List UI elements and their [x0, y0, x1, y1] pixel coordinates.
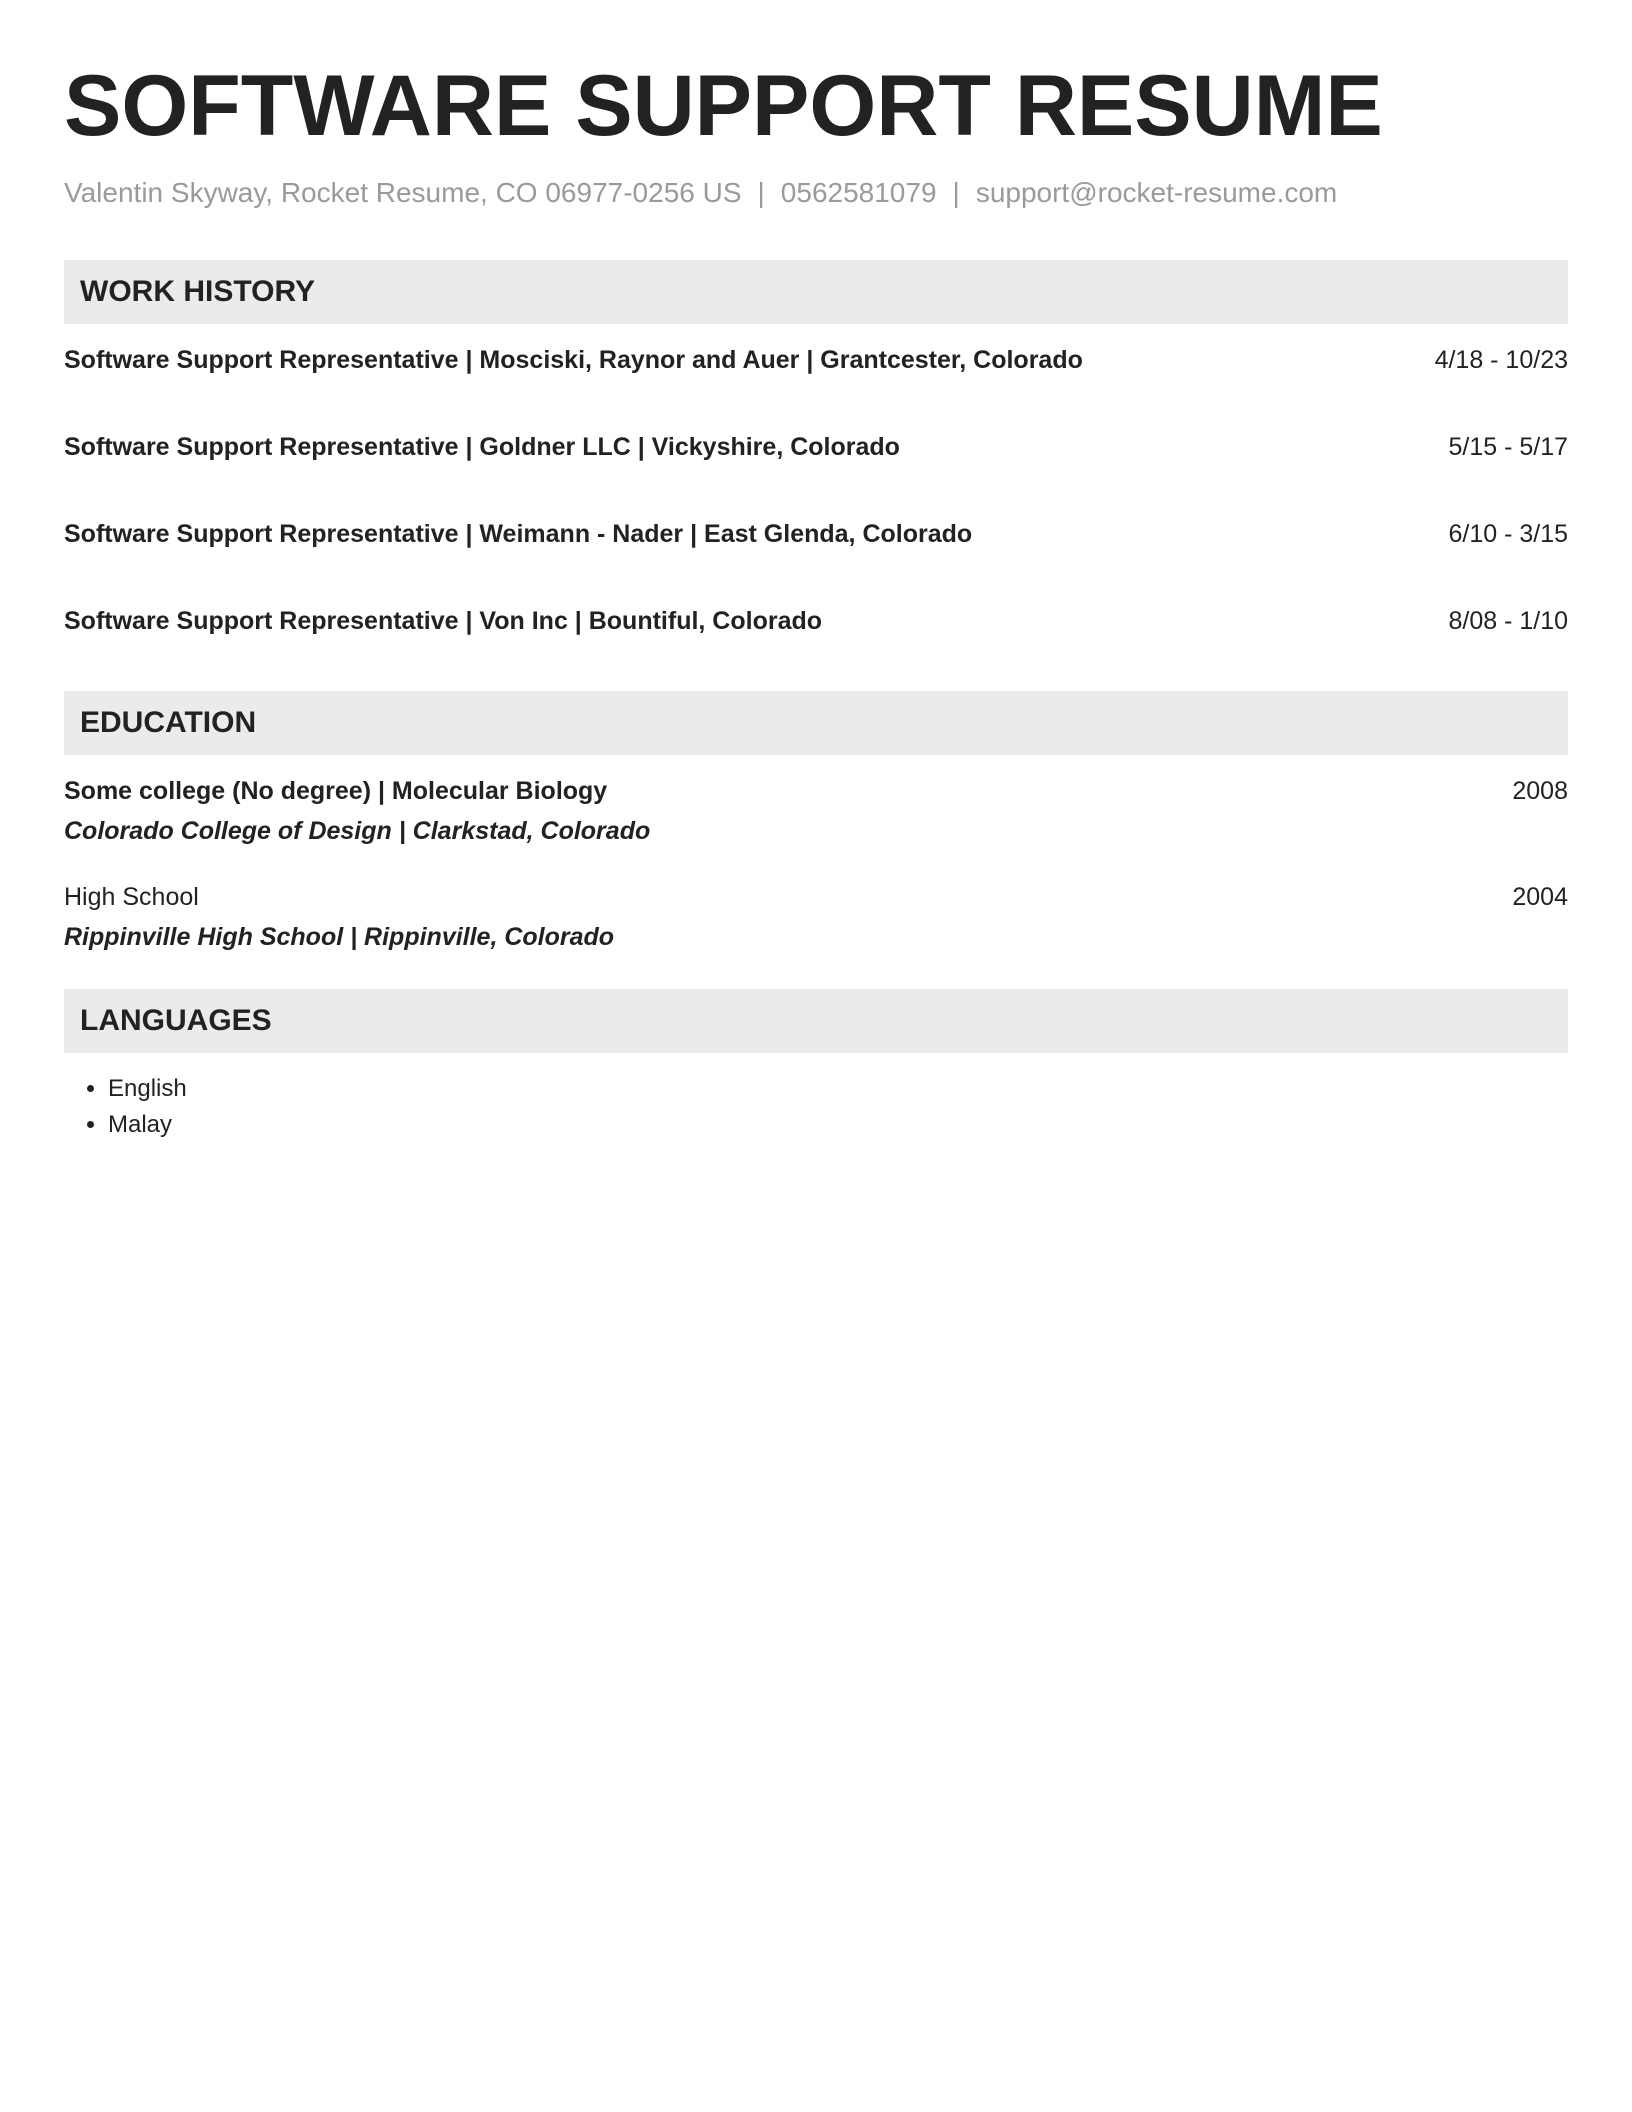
languages-heading: LANGUAGES	[64, 989, 1568, 1053]
job-dates: 4/18 - 10/23	[1434, 346, 1568, 374]
degree: High School	[64, 883, 199, 911]
page-title: SOFTWARE SUPPORT RESUME	[64, 58, 1383, 154]
education-year: 2008	[1512, 777, 1568, 805]
work-entry	[64, 603, 1568, 639]
work-entry	[64, 342, 1568, 378]
address: Valentin Skyway, Rocket Resume, CO 06977-0256 US	[64, 177, 742, 208]
job-title: Software Support Representative | Goldner LLC | Vickyshire, Colorado	[64, 433, 900, 461]
job-dates: 6/10 - 3/15	[1448, 520, 1568, 548]
work-entry	[64, 429, 1568, 465]
phone: 0562581079	[780, 177, 937, 208]
education-row	[64, 879, 1568, 915]
degree: Some college (No degree) | Molecular Biology	[64, 777, 608, 805]
job-dates: 8/08 - 1/10	[1448, 607, 1568, 635]
email: support@rocket-resume.com	[975, 177, 1338, 208]
school-name: Rippinville High School | Rippinville, Colorado	[64, 923, 615, 951]
education-entry	[64, 773, 1568, 849]
work-history-heading: WORK HISTORY	[64, 260, 1568, 324]
separator: |	[757, 177, 765, 208]
job-title: Software Support Representative | Von Inc | Bountiful, Colorado	[64, 607, 823, 635]
contact-line	[64, 176, 1568, 210]
education-row	[64, 773, 1568, 809]
languages-list	[64, 1071, 1568, 1143]
separator: |	[952, 177, 960, 208]
list-item: • English	[108, 1071, 1568, 1107]
work-entry	[64, 516, 1568, 552]
work-history-list	[64, 342, 1568, 639]
education-entry	[64, 879, 1568, 955]
job-title: Software Support Representative | Weimann - Nader | East Glenda, Colorado	[64, 520, 973, 548]
education-year: 2004	[1512, 883, 1568, 911]
education-list	[64, 773, 1568, 955]
education-heading: EDUCATION	[64, 691, 1568, 755]
job-dates: 5/15 - 5/17	[1448, 433, 1568, 461]
school-name: Colorado College of Design | Clarkstad, Colorado	[64, 817, 651, 845]
list-item: • Malay	[108, 1107, 1568, 1143]
job-title: Software Support Representative | Mosciski, Raynor and Auer | Grantcester, Colorado	[64, 346, 1083, 374]
